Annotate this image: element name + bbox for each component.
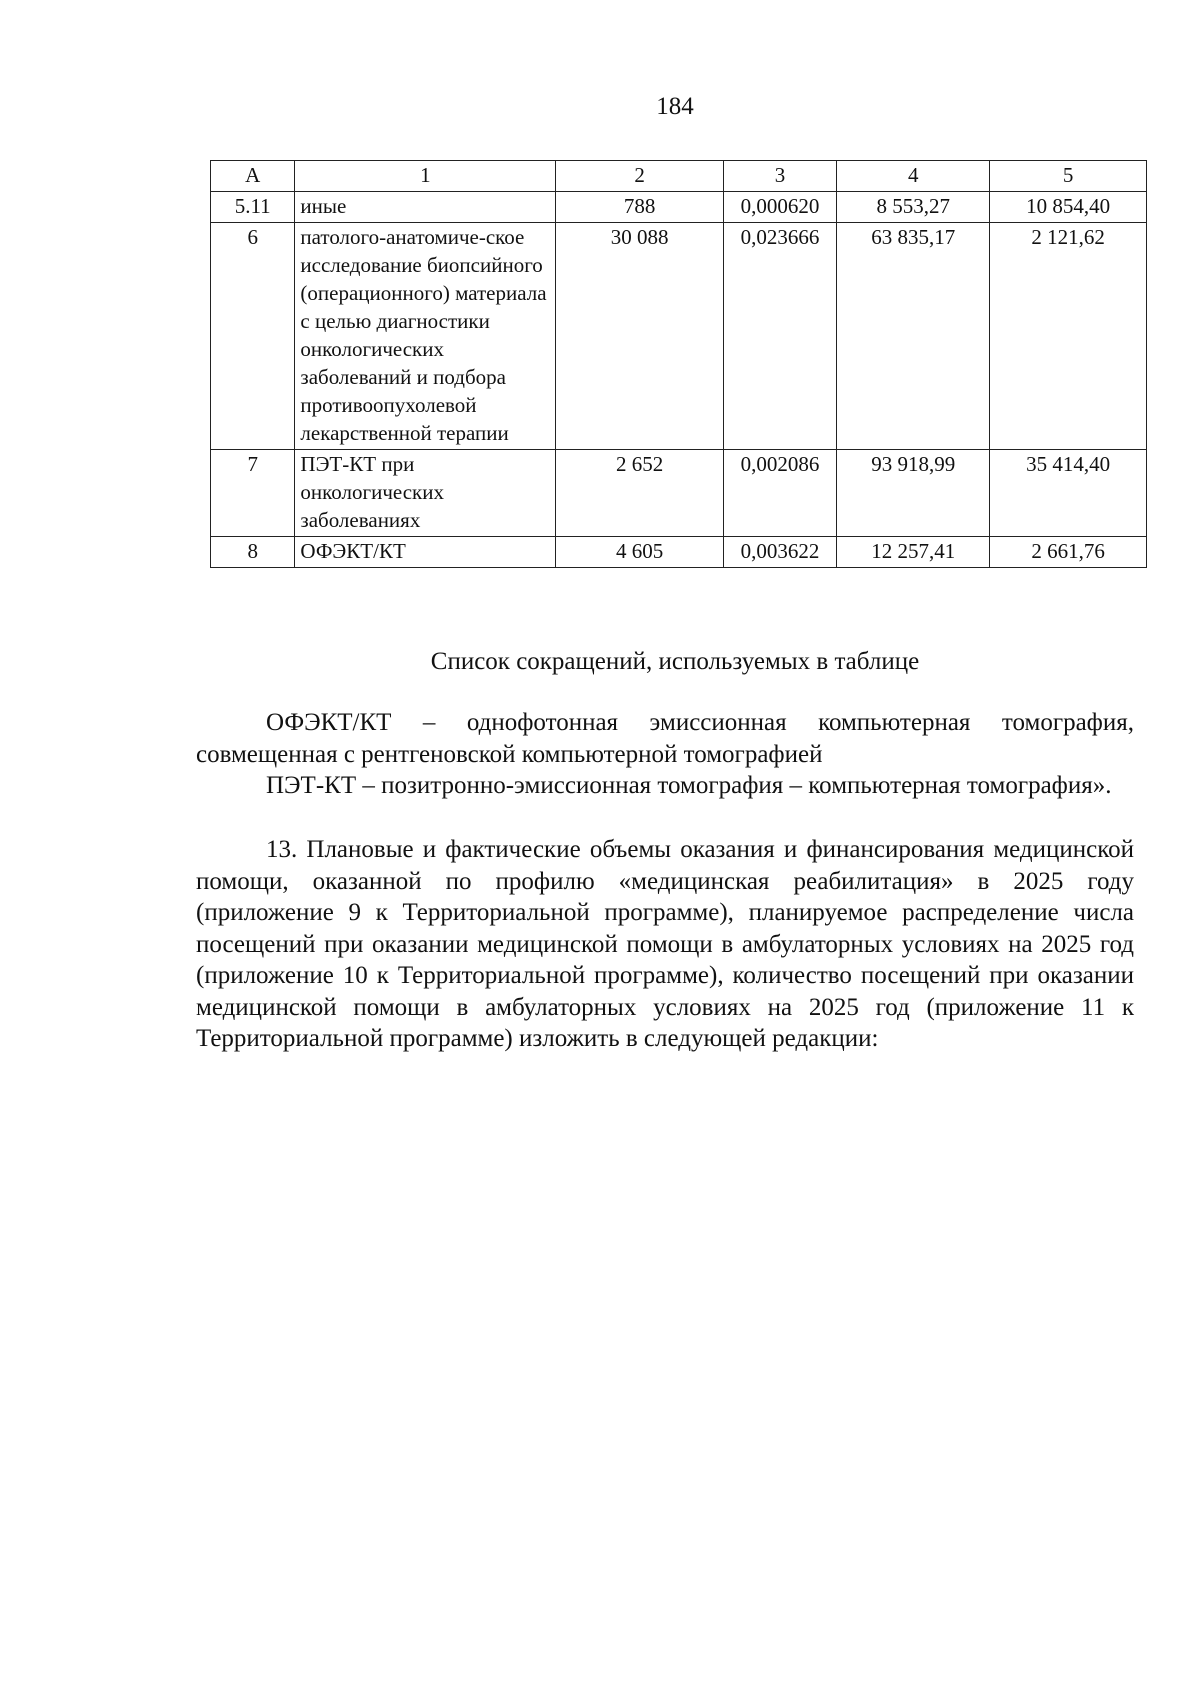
row-value-cell: 0,000620 (723, 192, 837, 223)
row-number-cell: 7 (211, 450, 295, 537)
page-number: 184 (656, 93, 694, 120)
row-number-cell: 6 (211, 223, 295, 450)
row-value-cell: 30 088 (556, 223, 723, 450)
row-number-cell: 8 (211, 537, 295, 568)
row-value-cell: 2 652 (556, 450, 723, 537)
row-value-cell: 8 553,27 (837, 192, 990, 223)
header-cell-a: А (211, 161, 295, 192)
table-row (211, 537, 1147, 568)
row-value-cell: 35 414,40 (990, 450, 1147, 537)
data-table (210, 160, 1147, 568)
row-value-cell: 0,023666 (723, 223, 837, 450)
header-cell-5: 5 (990, 161, 1147, 192)
row-name-cell: ПЭТ-КТ при онкологических заболеваниях (295, 450, 556, 537)
row-value-cell: 788 (556, 192, 723, 223)
row-value-cell: 0,002086 (723, 450, 837, 537)
table-header-row (211, 161, 1147, 192)
row-value-cell: 2 121,62 (990, 223, 1147, 450)
header-cell-2: 2 (556, 161, 723, 192)
row-name-cell: патолого-анатомиче-ское исследование биопсийного (операционного) материала с целью диагностики онкологических заболеваний и подбора противоопухолевой лекарственной терапии (295, 223, 556, 450)
header-cell-1: 1 (295, 161, 556, 192)
row-value-cell: 4 605 (556, 537, 723, 568)
header-cell-4: 4 (837, 161, 990, 192)
table-row (211, 450, 1147, 537)
row-value-cell: 0,003622 (723, 537, 837, 568)
clause-13-paragraph: 13. Плановые и фактические объемы оказания и финансирования медицинской помощи, оказанной по профилю «медицинская реабилитация» в 2025 году (приложение 9 к Территориальной программе), планируемое распределение числа посещений при оказании медицинской помощи в амбулаторных условиях на 2025 год (приложение 10 к Территориальной программе), количество посещений при оказании медицинской помощи в амбулаторных условиях на 2025 год (приложение 11 к Территориальной программе) изложить в следующей редакции: (196, 836, 1134, 1052)
abbreviations-title: Список сокращений, используемых в таблице (430, 648, 920, 675)
row-value-cell: 12 257,41 (837, 537, 990, 568)
row-name-cell: ОФЭКТ/КТ (295, 537, 556, 568)
row-value-cell: 63 835,17 (837, 223, 990, 450)
row-value-cell: 10 854,40 (990, 192, 1147, 223)
row-name-cell: иные (295, 192, 556, 223)
abbreviation-pet-kt: ПЭТ-КТ – позитронно-эмиссионная томография – компьютерная томография». (266, 772, 1112, 799)
table-row (211, 192, 1147, 223)
header-cell-3: 3 (723, 161, 837, 192)
row-number-cell: 5.11 (211, 192, 295, 223)
table-row (211, 223, 1147, 450)
abbreviation-ofekt: ОФЭКТ/КТ – однофотонная эмиссионная компьютерная томография, совмещенная с рентгеновской компьютерной томографией (196, 709, 1134, 768)
row-value-cell: 2 661,76 (990, 537, 1147, 568)
row-value-cell: 93 918,99 (837, 450, 990, 537)
